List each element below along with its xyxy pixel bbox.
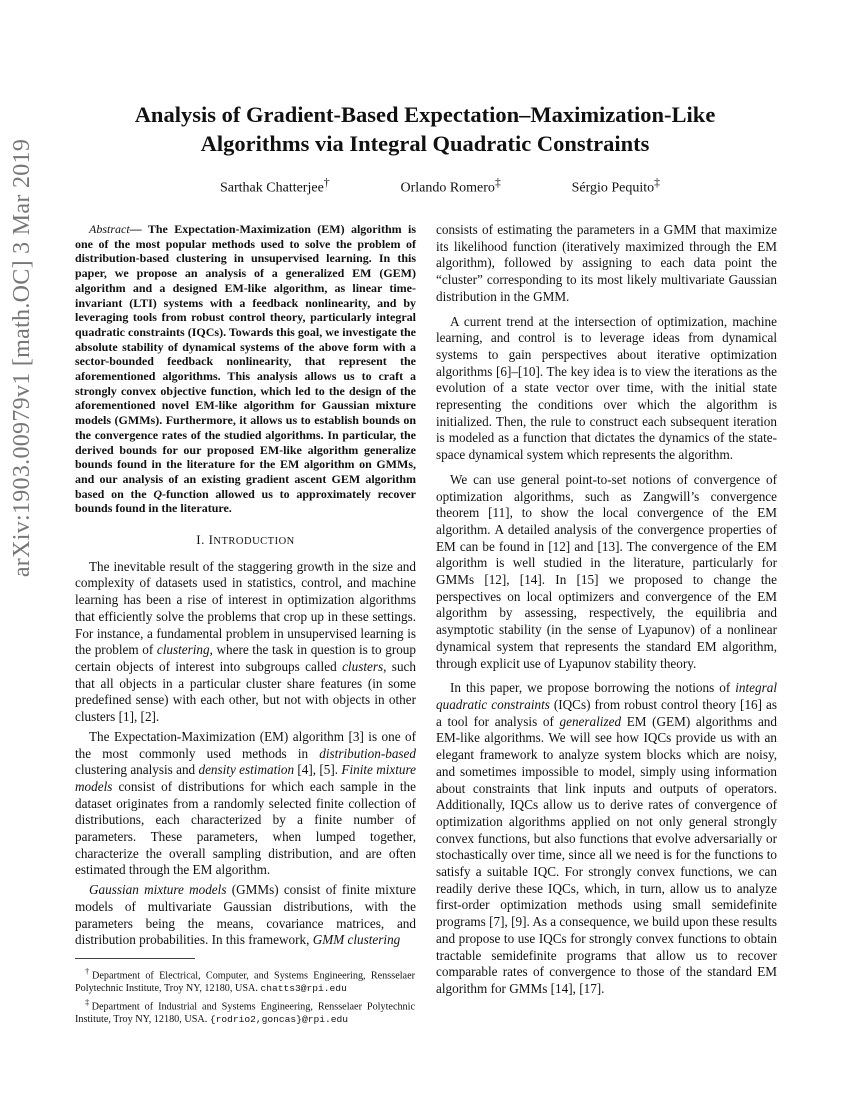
title-line-1: Analysis of Gradient-Based Expectation–Maximization-Like — [134, 102, 716, 127]
section-number: I. — [196, 532, 205, 548]
author-3 — [572, 176, 660, 197]
email-1: chatts3@rpi.edu — [260, 983, 347, 995]
author-name: Sérgio Pequito — [571, 180, 655, 196]
abstract-text-end: -function allowed us to approximately recover bounds found in the literature. — [75, 486, 417, 516]
author-name: Orlando Romero — [400, 180, 495, 196]
author-2 — [400, 176, 500, 197]
footnote-2: ‡Department of Industrial and Systems Engineering, Rensselaer Polytechnic Institute, Troy NY, 12180, USA. {rodrio2,goncas}@rpi.edu — [75, 996, 415, 1026]
intro-paragraph-3: Gaussian mixture models (GMMs) consist of finite mixture models of multivariate Gaussian distributions, with the parameters being the means, covariance matrices, and distribution probabilities. In this framework, GMM clustering — [75, 882, 417, 948]
affiliation-mark: ‡ — [654, 176, 660, 189]
right-column — [436, 222, 777, 998]
section-heading-introduction — [75, 532, 416, 551]
footnote-1: †Department of Electrical, Computer, and Systems Engineering, Rensselaer Polytechnic Institute, Troy NY, 12180, USA. chatts3@rpi.edu — [75, 966, 415, 995]
author-1 — [220, 176, 330, 197]
affiliation-mark: † — [323, 176, 330, 189]
abstract-text: — The Expectation-Maximization (EM) algorithm is one of the most popular methods used to solve the problem of distribution-based clustering in unsupervised learning. In this paper, we propose an analysis of a generalized EM (GEM) algorithm and a designed EM-like algorithm, as linear time-invariant (LTI) systems with a feedback nonlinearity, and by leveraging tools from robust control theory, particularly integral quadratic constraints (IQCs). Towards this goal, we investigate the absolute stability of dynamical systems of the above form with a sector-bounded feedback nonlinearity, that represent the aforementioned algorithms. This analysis allows us to craft a strongly convex objective function, which led to the design of the aforementioned novel EM-like algorithm for Gaussian mixture models (GMMs). Furthermore, it allows us to establish bounds on the convergence rates of the studied algorithms. In particular, the derived bounds for our proposed EM-like algorithm generalize bounds found in the literature for the EM algorithm on GMMs, and our analysis of an existing gradient ascent GEM algorithm based on the — [75, 222, 416, 501]
footnote-rule — [75, 958, 195, 959]
footnotes — [75, 965, 415, 1027]
title-line-2: Algorithms via Integral Quadratic Constraints — [200, 131, 650, 156]
intro-paragraph-2: The Expectation-Maximization (EM) algorithm [3] is one of the most commonly used methods in distribution-based clustering analysis and density estimation [4], [5]. Finite mixture models consist of distributions for which each sample in the dataset originates from a randomly selected finite collection of distributions, each characterized by a finite number of parameters. These parameters, when lumped together, characterize the overall sampling distribution, and are often estimated through the EM algorithm. — [75, 728, 416, 878]
right-paragraph-1: A current trend at the intersection of optimization, machine learning, and control is to leverage ideas from dynamical systems to gain perspectives about iterative optimization algorithms [6]–[10]. The key idea is to view the iterations as the evolution of a state vector over time, with the initial state representing the conditions over which the algorithm is initialized. Then, the rule to construct each subsequent iteration is modeled as a function that dictates the dynamics of the state-space dynamical system which represents the algorithm. — [436, 313, 777, 463]
left-column — [75, 222, 416, 949]
intro-paragraph-1: The inevitable result of the staggering growth in the size and complexity of datasets used in statistics, control, and machine learning has been a rise of interest in optimization algorithms that efficiently solve the problems that crop up in these settings. For instance, a fundamental problem in unsupervised learning is the problem of clustering, where the task in question is to group certain objects of interest into subgroups called clusters, such that all objects in a particular cluster share features (in some predefined sense) with each other, but not with objects in other clusters [1], [2]. — [75, 558, 416, 725]
arxiv-side-label: arXiv:1903.00979v1 [math.OC] 3 Mar 2019 — [9, 138, 35, 578]
abstract-label: Abstract — [89, 222, 130, 236]
affiliation-mark: ‡ — [494, 176, 501, 189]
section-title-first: I — [208, 532, 214, 548]
abstract — [75, 222, 416, 516]
q-symbol: Q — [153, 486, 162, 501]
email-2: {rodrio2,goncas}@rpi.edu — [209, 1014, 349, 1026]
right-paragraph-0: consists of estimating the parameters in a GMM that maximize its likelihood function (iteratively maximized through the EM algorithm), followed by assigning to each data point the “cluster” corresponding to its most likely multivariate Gaussian distribution in the GMM. — [436, 222, 777, 304]
section-title-rest: NTRODUCTION — [213, 536, 295, 548]
right-paragraph-3: In this paper, we propose borrowing the notions of integral quadratic constraints (IQCs) from robust control theory [16] as a tool for analysis of generalized EM (GEM) algorithms and EM-like algorithms. We will see how IQCs provide us with an elegant framework to analyze system blocks which are noisy, and sometimes impossible to model, simply using information about constraints that link inputs and outputs of operators. Additionally, IQCs allow us to derive rates of convergence of optimization algorithms applied on not only general strongly convex functions, but also functions that evolve adversarially or stochastically over time, since all we need is for the functions to satisfy a suitable IQC. For strongly convex functions, we can readily derive these IQCs, which, in turn, allow us to analyze first-order optimization methods using small semidefinite programs [7], [9]. As a consequence, we build upon these results and propose to use IQCs for strongly convex functions to obtain tractable semidefinite programs that allow us to recover comparable rates of convergence to those of the standard EM algorithm for GMMs [14], [17]. — [436, 680, 777, 996]
author-list — [220, 176, 660, 197]
paper-title — [80, 100, 770, 158]
right-paragraph-2: We can use general point-to-set notions of convergence of optimization algorithms, such as Zangwill’s convergence theorem [11], to show the local convergence of the EM algorithm. A detailed analysis of the convergence properties of EM can be found in [12] and [13]. The convergence of the EM algorithm is well studied in the literature, particularly for GMMs [12], [14]. In [15] we proposed to change the perspectives on local optimizers and convergence of the EM algorithm by assessing, respectively, the equilibria and asymptotic stability (in the sense of Lyapunov) of a nonlinear dynamical system that represents the standard EM algorithm, through explicit use of Lyapunov stability theory. — [436, 471, 777, 671]
author-name: Sarthak Chatterjee — [220, 180, 324, 196]
